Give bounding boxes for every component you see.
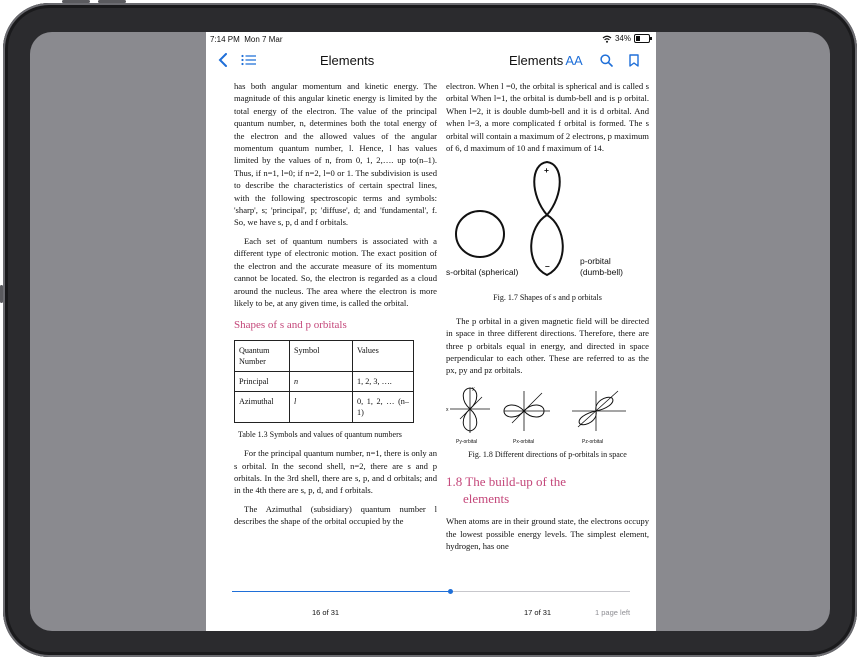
status-bar xyxy=(206,32,656,48)
table-cell: 1, 2, 3, …. xyxy=(353,371,414,391)
s-orbital-shape xyxy=(456,211,504,257)
page-scrubber-knob[interactable] xyxy=(448,589,453,594)
battery-percent: 34% xyxy=(614,34,631,43)
table-row xyxy=(235,371,414,391)
table-cell: n xyxy=(290,371,353,391)
page-scrubber-fill xyxy=(232,591,451,592)
right-paragraph: The p orbital in a given magnetic field will be directed in space in three different directions. Therefore, there are three p orbitals equal in energy, and directed in space perpendicular to each other. These are referred to as the px, py and pz orbitals. xyxy=(446,315,649,376)
table-cell: Azimuthal xyxy=(235,391,290,422)
section-heading: Shapes of s and p orbitals xyxy=(234,319,347,332)
left-paragraph: has both angular momentum and kinetic energy. The magnitude of this angular kinetic energy is limited by the total energy of the electron. The value of the principal quantum number, n, determines both the total energy of the electron and the allowed values of the angular momentum quantum number, l. Hence, l has values limited by the values of n, from 0, 1, 2,…. up to(n–1). Thus, if n=1, l=0; if n=2, l=0 or 1. The subdivision is used to describe the characteristics of certain spectral lines, with the following spectroscopic terms and symbols: 'sharp', s; 'principal', p; 'diffuse', d; and 'fundamental', f. So, we have s, p, d and f orbitals. xyxy=(234,81,437,228)
book-title-left: Elements xyxy=(320,53,375,68)
quantum-number-table xyxy=(234,340,414,423)
wifi-icon xyxy=(602,35,612,43)
heading-line: 1.8 The build-up of the xyxy=(446,474,566,490)
right-paragraph: electron. When l =0, the orbital is spherical and is called s orbital When l=1, the orbital is dumb-bell and is p orbital. When l=2, it is double dumb-bell and it is d orbital. And when l=3, a more complicated f orbital is formed. The s orbital will contain a maximum of 2 electrons, p maximum of 6, d maximum of 10 and f maximum of 14. xyxy=(446,81,649,154)
right-page xyxy=(446,80,649,559)
px-orbital-drawing xyxy=(504,391,550,431)
chevron-left-icon xyxy=(218,53,228,67)
left-paragraph: For the principal quantum number, n=1, there is only an s orbital. In the second shell, n=2, there are s and p orbitals. In the 3rd shell, there are s, p, and d orbitals; and in the 4th there are s, p, d, and f orbitals. xyxy=(234,448,437,496)
table-header-row xyxy=(235,340,414,371)
font-size-icon: AA xyxy=(565,52,583,68)
page-scrubber[interactable] xyxy=(232,591,630,592)
search-button[interactable] xyxy=(597,51,615,69)
table-caption: Table 1.3 Symbols and values of quantum numbers xyxy=(238,429,402,439)
top-button xyxy=(98,0,126,3)
table-header-cell: Values xyxy=(353,340,414,371)
figure-caption: Fig. 1.7 Shapes of s and p orbitals xyxy=(493,293,602,303)
table-of-contents-button[interactable] xyxy=(240,51,258,69)
figure-caption: Fig. 1.8 Different directions of p-orbitals in space xyxy=(468,449,627,459)
pz-orbital-label: Pz-orbital xyxy=(582,438,604,445)
table-cell: 0, 1, 2, … (n–1) xyxy=(353,391,414,422)
x-axis-label: x xyxy=(446,406,449,413)
search-icon xyxy=(600,54,613,67)
section-heading xyxy=(446,473,649,507)
bookmark-icon xyxy=(629,54,639,67)
status-time: 7:14 PM Mon 7 Mar xyxy=(210,35,283,44)
px-orbital-label: Px-orbital xyxy=(513,438,535,445)
p-orbital-directions-figure xyxy=(446,383,649,445)
table-header-cell: Symbol xyxy=(290,340,353,371)
font-settings-button[interactable] xyxy=(564,50,584,70)
minus-sign: – xyxy=(545,261,550,272)
book-title-right: Elements xyxy=(509,53,564,68)
left-page xyxy=(234,80,437,534)
s-orbital-label: s-orbital (spherical) xyxy=(446,267,519,278)
p-orbital-label: p-orbital xyxy=(580,256,611,267)
table-cell: Principal xyxy=(235,371,290,391)
back-button[interactable] xyxy=(214,51,232,69)
reader-sheet xyxy=(206,32,656,631)
battery-icon xyxy=(634,34,650,43)
left-page-number: 16 of 31 xyxy=(312,608,340,617)
right-paragraph: When atoms are in their ground state, the electrons occupy the lowest possible energy levels. The simplest element, hydrogen, has one xyxy=(446,516,649,552)
reader-toolbar xyxy=(206,48,656,74)
right-page-number: 17 of 31 xyxy=(524,608,552,617)
reader-footer xyxy=(206,588,656,628)
status-right xyxy=(602,34,650,43)
heading-line: elements xyxy=(463,491,510,507)
left-paragraph: Each set of quantum numbers is associated with a different type of electronic motion. The exact position of the electron and the accurate measure of its momentum cannot be located. So, the electron is regarded as a cloud around the nucleus. The area where the electron is more likely to be, at any given time, is called the orbital. xyxy=(234,235,437,308)
table-header-cell: Quantum Number xyxy=(235,340,290,371)
plus-sign: + xyxy=(544,165,549,176)
pages-left-label: 1 page left xyxy=(595,608,631,617)
screen xyxy=(30,32,830,631)
table-row xyxy=(235,391,414,422)
top-button xyxy=(62,0,90,3)
py-orbital-label: Py-orbital xyxy=(456,438,478,445)
py-orbital-drawing xyxy=(450,388,490,433)
orbital-shapes-figure xyxy=(446,160,649,284)
left-paragraph: The Azimuthal (subsidiary) quantum number l describes the shape of the orbital occupied by the xyxy=(234,503,437,527)
list-icon xyxy=(241,54,257,66)
p-orbital-sublabel: (dumb-bell) xyxy=(580,267,623,278)
bookmark-button[interactable] xyxy=(625,51,643,69)
side-button xyxy=(0,285,3,303)
table-cell: l xyxy=(290,391,353,422)
y-axis-label: y xyxy=(472,385,475,392)
pz-orbital-drawing xyxy=(572,391,626,431)
